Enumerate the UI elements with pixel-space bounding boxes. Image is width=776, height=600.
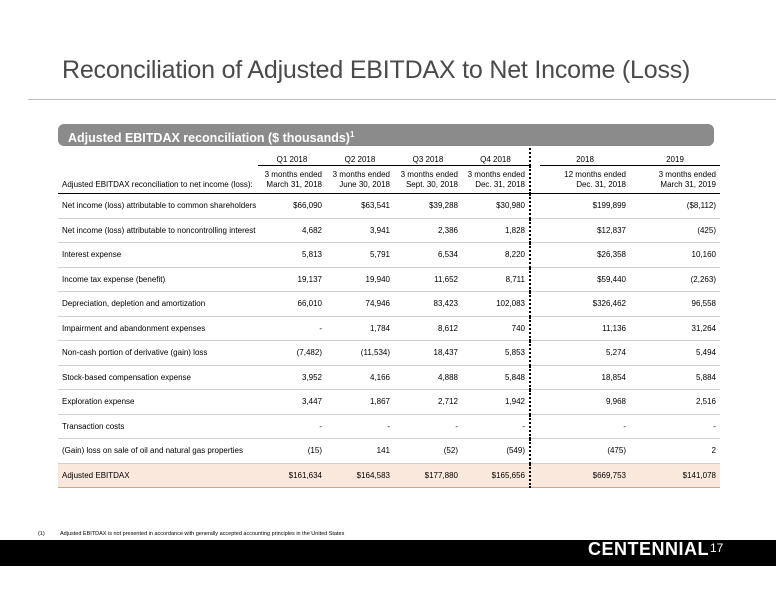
table-row <box>58 194 720 219</box>
table-cell: $66,090 <box>258 194 326 219</box>
table-row <box>58 292 720 317</box>
column-separator <box>530 292 540 317</box>
table-cell: - <box>326 414 394 439</box>
section-header-label: Adjusted EBITDAX reconciliation ($ thousands) <box>68 131 350 146</box>
table-cell: 11,136 <box>540 316 630 341</box>
page-title: Reconciliation of Adjusted EBITDAX to Net Income (Loss) <box>62 56 691 84</box>
row-label: Exploration expense <box>58 390 258 415</box>
total-row <box>58 463 720 487</box>
footnote-text: Adjusted EBITDAX is not presented in accordance with generally accepted accounting principles in the United States <box>60 531 345 537</box>
period-header: Q1 2018 <box>258 148 326 166</box>
table-cell: $669,753 <box>540 463 630 487</box>
row-label: Interest expense <box>58 243 258 268</box>
table-row <box>58 414 720 439</box>
table-cell: 2 <box>630 439 720 464</box>
table-cell: 9,968 <box>540 390 630 415</box>
table-cell: 96,558 <box>630 292 720 317</box>
footnote <box>38 531 344 537</box>
table-cell: 5,494 <box>630 341 720 366</box>
table-cell: 4,166 <box>326 365 394 390</box>
column-separator <box>530 414 540 439</box>
page-number: 17 <box>710 541 724 555</box>
table-cell: $199,899 <box>540 194 630 219</box>
period-header: 2018 <box>540 148 630 166</box>
table-cell: 5,813 <box>258 243 326 268</box>
table-row <box>58 341 720 366</box>
table-row <box>58 390 720 415</box>
row-label: Stock-based compensation expense <box>58 365 258 390</box>
column-separator <box>530 267 540 292</box>
table-cell: $164,583 <box>326 463 394 487</box>
header-separator <box>530 148 540 166</box>
table-cell: 4,888 <box>394 365 462 390</box>
table-cell: $177,880 <box>394 463 462 487</box>
table-cell: - <box>630 414 720 439</box>
table-cell: 141 <box>326 439 394 464</box>
table-cell: (549) <box>462 439 530 464</box>
table-cell: 3,447 <box>258 390 326 415</box>
table-cell: 5,884 <box>630 365 720 390</box>
sub-header: 12 months ended Dec. 31, 2018 <box>540 166 630 194</box>
table-row <box>58 243 720 268</box>
section-header <box>58 124 714 146</box>
table-cell: $30,980 <box>462 194 530 219</box>
table-cell: 8,220 <box>462 243 530 268</box>
period-header: Q3 2018 <box>394 148 462 166</box>
table-cell: 3,941 <box>326 218 394 243</box>
table-cell: 8,612 <box>394 316 462 341</box>
table-row <box>58 267 720 292</box>
table-row <box>58 218 720 243</box>
table-cell: 1,828 <box>462 218 530 243</box>
footnote-ref: 1 <box>349 130 355 139</box>
column-separator <box>530 439 540 464</box>
table-cell: 1,942 <box>462 390 530 415</box>
table-cell: 740 <box>462 316 530 341</box>
period-header: Q4 2018 <box>462 148 530 166</box>
sub-header: 3 months ended March 31, 2018 <box>258 166 326 194</box>
table-cell: $12,837 <box>540 218 630 243</box>
row-label: Transaction costs <box>58 414 258 439</box>
table-cell: $59,440 <box>540 267 630 292</box>
table-cell: 66,010 <box>258 292 326 317</box>
table-cell: (15) <box>258 439 326 464</box>
column-separator <box>530 218 540 243</box>
table-cell: $39,288 <box>394 194 462 219</box>
table-cell: - <box>258 316 326 341</box>
table-cell: $26,358 <box>540 243 630 268</box>
table-cell: 31,264 <box>630 316 720 341</box>
table-cell: 8,711 <box>462 267 530 292</box>
table-cell: 5,274 <box>540 341 630 366</box>
row-label-header: Adjusted EBITDAX reconciliation to net income (loss): <box>58 166 258 194</box>
table-cell: 5,853 <box>462 341 530 366</box>
table-cell: $165,656 <box>462 463 530 487</box>
column-separator <box>530 316 540 341</box>
period-header: Q2 2018 <box>326 148 394 166</box>
row-label: (Gain) loss on sale of oil and natural gas properties <box>58 439 258 464</box>
table-cell: 83,423 <box>394 292 462 317</box>
table-cell: $63,541 <box>326 194 394 219</box>
table-cell: $326,462 <box>540 292 630 317</box>
table-cell: 5,791 <box>326 243 394 268</box>
period-header: 2019 <box>630 148 720 166</box>
column-separator <box>530 463 540 487</box>
table-cell: 1,784 <box>326 316 394 341</box>
column-separator <box>530 365 540 390</box>
sub-header: 3 months ended Dec. 31, 2018 <box>462 166 530 194</box>
column-separator <box>530 194 540 219</box>
header-separator <box>530 166 540 194</box>
table-cell: $141,078 <box>630 463 720 487</box>
header-spacer <box>58 148 258 166</box>
table-cell: 4,682 <box>258 218 326 243</box>
table-cell: (2,263) <box>630 267 720 292</box>
row-label: Net income (loss) attributable to noncontrolling interest <box>58 218 258 243</box>
table-cell: 6,534 <box>394 243 462 268</box>
row-label: Non-cash portion of derivative (gain) loss <box>58 341 258 366</box>
column-separator <box>530 341 540 366</box>
table-cell: ($8,112) <box>630 194 720 219</box>
table-cell: - <box>258 414 326 439</box>
table-row <box>58 439 720 464</box>
table-cell: 19,940 <box>326 267 394 292</box>
table-cell: $161,634 <box>258 463 326 487</box>
footnote-number: (1) <box>38 531 45 537</box>
sub-header: 3 months ended March 31, 2019 <box>630 166 720 194</box>
table-row <box>58 365 720 390</box>
table-cell: (475) <box>540 439 630 464</box>
table-cell: 11,652 <box>394 267 462 292</box>
table-cell: 19,137 <box>258 267 326 292</box>
table-cell: 2,712 <box>394 390 462 415</box>
table-row <box>58 316 720 341</box>
reconciliation-table <box>58 148 714 488</box>
column-separator <box>530 390 540 415</box>
table-cell: (425) <box>630 218 720 243</box>
table-cell: 5,848 <box>462 365 530 390</box>
table-cell: - <box>540 414 630 439</box>
sub-header: 3 months ended June 30, 2018 <box>326 166 394 194</box>
title-divider <box>28 99 776 100</box>
table-cell: (11,534) <box>326 341 394 366</box>
row-label: Depreciation, depletion and amortization <box>58 292 258 317</box>
table-cell: 102,083 <box>462 292 530 317</box>
table-cell: (52) <box>394 439 462 464</box>
table-cell: 2,386 <box>394 218 462 243</box>
sub-header: 3 months ended Sept. 30, 2018 <box>394 166 462 194</box>
table-cell: 10,160 <box>630 243 720 268</box>
row-label: Income tax expense (benefit) <box>58 267 258 292</box>
row-label: Adjusted EBITDAX <box>58 463 258 487</box>
table-cell: (7,482) <box>258 341 326 366</box>
table-cell: 1,867 <box>326 390 394 415</box>
row-label: Net income (loss) attributable to common shareholders <box>58 194 258 219</box>
table-cell: - <box>462 414 530 439</box>
row-label: Impairment and abandonment expenses <box>58 316 258 341</box>
column-separator <box>530 243 540 268</box>
table-cell: 3,952 <box>258 365 326 390</box>
company-logo: CENTENNIAL <box>588 539 709 559</box>
table-cell: 18,854 <box>540 365 630 390</box>
table-cell: 2,516 <box>630 390 720 415</box>
table-cell: - <box>394 414 462 439</box>
table-cell: 74,946 <box>326 292 394 317</box>
table-cell: 18,437 <box>394 341 462 366</box>
